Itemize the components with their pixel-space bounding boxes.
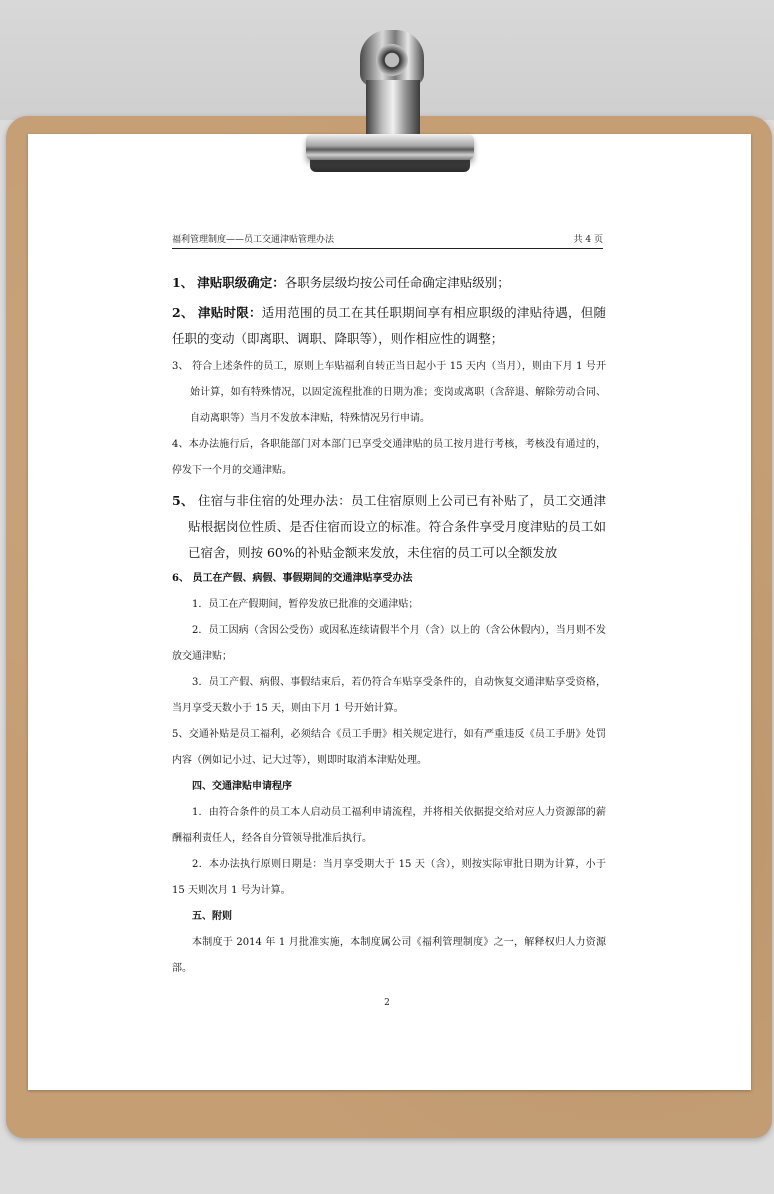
page-count: 共 4 页 [573,235,603,245]
section-5-title: 五、附则 [192,911,232,922]
item-3: 3、 符合上述条件的员工，原则上车贴福利自转正当日起小于 15 天内（当月），则由下月 1 号开始计算，如有特殊情况，以固定流程批准的日期为准；变岗或离职（含辞退、解除劳动合同、自动离职等）当月不发放本津贴，特殊情况另行申请。 [172,361,606,424]
item-6-sub-1: 1．员工在产假期间，暂停发放已批准的交通津贴； [192,599,419,610]
item-5b: 5、交通补贴是员工福利，必须结合《员工手册》相关规定进行，如有严重违反《员工手册》处罚内容（例如记小过、记大过等），则即时取消本津贴处理。 [172,729,606,766]
item-6-title: 6、 员工在产假、病假、事假期间的交通津贴享受办法 [172,573,413,584]
binder-clip-icon [0,0,774,180]
item-6-sub-2: 2．员工因病（含因公受伤）或因私连续请假半个月（含）以上的（含公休假内），当月则不发放交通津贴； [172,625,606,662]
document-header [172,234,603,249]
item-2: 2、 津贴时限：适用范围的员工在其任职期间享有相应职级的津贴待遇，但随任职的变动（即离职、调职、降职等），则作相应性的调整； [172,305,606,346]
section-4-p1: 1．由符合条件的员工本人启动员工福利申请流程，并将相关依据提交给对应人力资源部的薪酬福利责任人，经各自分管领导批准后执行。 [172,807,606,844]
page-number: 2 [384,998,390,1008]
item-1: 1、 津贴职级确定：各职务层级均按公司任命确定津贴级别； [172,275,510,290]
item-4: 4、本办法施行后，各职能部门对本部门已享受交通津贴的员工按月进行考核，考核没有通过的，停发下一个月的交通津贴。 [172,439,606,476]
section-5-p1: 本制度于 2014 年 1 月批准实施，本制度属公司《福利管理制度》之一，解释权归人力资源部。 [172,937,606,974]
header-title: 福利管理制度——员工交通津贴管理办法 [172,235,335,245]
item-5: 5、 住宿与非住宿的处理办法：员工住宿原则上公司已有补贴了，员工交通津贴根据岗位性质、是否住宿而设立的标准。符合条件享受月度津贴的员工如已宿舍，则按 60%的补贴金额来发放，未住宿的员工可以全额发放 [172,493,606,560]
item-6-sub-3: 3．员工产假、病假、事假结束后，若仍符合车贴享受条件的，自动恢复交通津贴享受资格，当月享受天数小于 15 天，则由下月 1 号开始计算。 [172,677,606,714]
section-4-title: 四、交通津贴申请程序 [192,781,292,792]
document-body [172,270,606,982]
section-4-p2: 2．本办法执行原则日期是：当月享受期大于 15 天（含），则按实际审批日期为计算，小于 15 天则次月 1 号为计算。 [172,859,606,896]
